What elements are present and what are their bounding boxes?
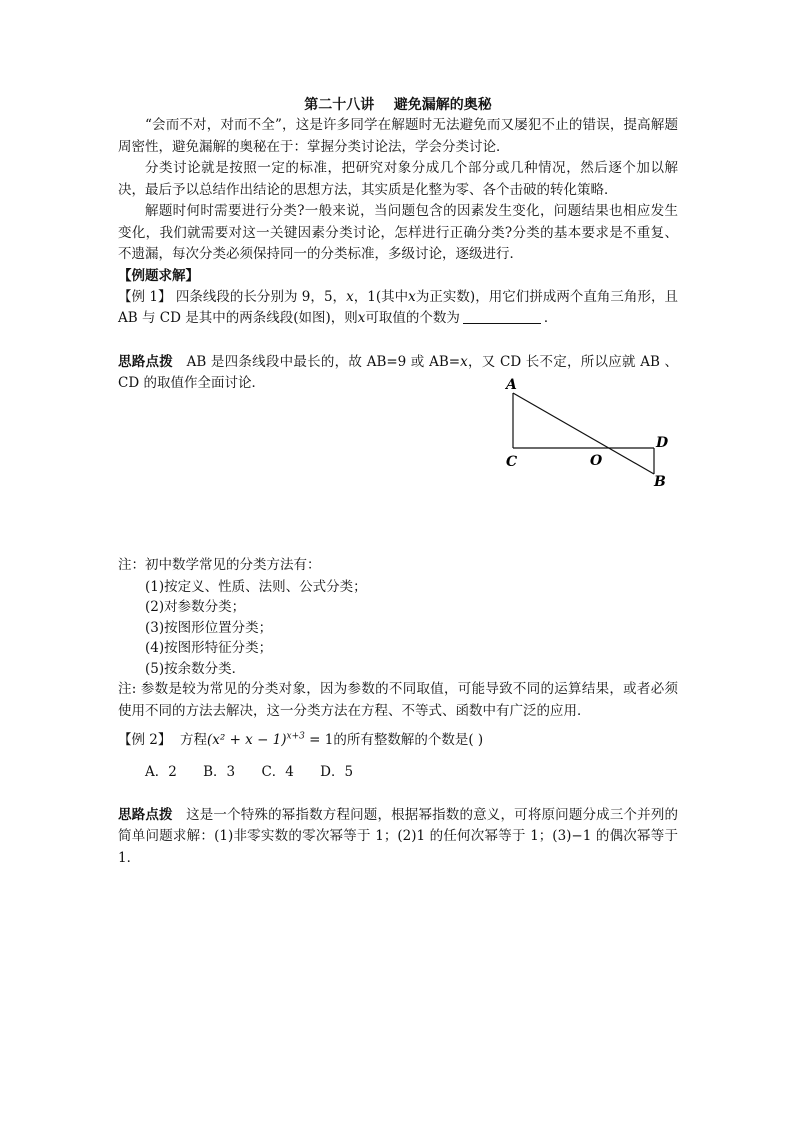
- label-b: B: [654, 474, 666, 490]
- example-2-label: 【例 2】: [118, 732, 172, 748]
- hint-2-label: 思路点拨: [118, 806, 173, 823]
- hint-1-var-x: x: [460, 353, 468, 370]
- equation-exponent: x+3: [286, 731, 305, 742]
- label-c: C: [506, 454, 518, 470]
- example-1-var-x-3: x: [357, 310, 366, 326]
- intro-paragraph-1: “会而不对，对而不全”，这是许多同学在解题时无法避免而又屡犯不止的错误，提高解题周密性，避免漏解的奥秘在于：掌握分类讨论法，学会分类讨论．: [118, 117, 678, 155]
- intro-paragraph-3: 解题时何时需要进行分类?一般来说，当问题包含的因素发生变化，问题结果也相应发生变化，我们就需要对这一关键因素分类讨论，怎样进行正确分类?分类的基本要求是不重复、不遗漏，每次分类必须保持同一的分类标准，多级讨论，逐级进行．: [118, 203, 678, 262]
- option-d[interactable]: D．5: [320, 763, 354, 780]
- note-1-item: (3)按图形位置分类；: [145, 619, 273, 636]
- note-1-item: (2)对参数分类；: [145, 599, 246, 615]
- answer-blank: [463, 309, 541, 324]
- example-1-var-x-2: x: [408, 288, 416, 305]
- page-title: 第二十八讲 避免漏解的奥秘: [304, 97, 492, 113]
- example-1-text-d: 可取值的个数为: [365, 310, 460, 326]
- example-2-text-a: 方程: [179, 732, 207, 748]
- hint-1-text-a: AB 是四条线段中最长的，故 AB=9 或 AB=: [186, 353, 461, 370]
- intro-paragraph-2: 分类讨论就是按照一定的标准，把研究对象分成几个部分或几种情况，然后逐个加以解决，最后予以总结作出结论的思想方法，其实质是化整为零、各个击破的转化策略．: [118, 160, 678, 198]
- option-a[interactable]: A．2: [145, 763, 177, 780]
- triangle-diagram: [494, 377, 684, 495]
- hint-2: [118, 805, 678, 870]
- equation-base: (x² + x − 1): [206, 732, 287, 748]
- hint-1-text-b: ，又 CD 长不定，所以应就 AB 、CD 的取值作全面讨论．: [118, 353, 678, 391]
- note-1-item: (4)按图形特征分类；: [145, 640, 273, 656]
- note-1-lead: 注：初中数学常见的分类方法有：: [118, 557, 321, 573]
- example-1-text-b: ，1(其中: [353, 288, 409, 305]
- example-1-end: ．: [543, 310, 558, 326]
- notes-section: [118, 555, 678, 869]
- example-1-text-c: 为正实数)，用它们拼成两个直角三角形，且 AB 与 CD 是其中的两条线段(如图)，则: [118, 288, 678, 326]
- hint-1-label: 思路点拨: [118, 353, 174, 370]
- label-o: O: [590, 453, 603, 469]
- option-b[interactable]: B．3: [203, 763, 236, 780]
- label-d: D: [656, 435, 669, 451]
- equation-rhs: = 1: [304, 732, 334, 748]
- label-a: A: [506, 377, 517, 393]
- option-c[interactable]: C．4: [261, 763, 294, 780]
- note-1-item: (1)按定义、性质、法则、公式分类；: [145, 578, 367, 595]
- document-page: [118, 95, 679, 866]
- answer-options: [118, 762, 678, 783]
- example-1: [118, 287, 678, 330]
- geometry-figure: [494, 377, 684, 495]
- example-1-var-x: x: [346, 288, 354, 305]
- example-1-text-a: 四条线段的长分别为 9，5，: [175, 288, 347, 305]
- example-2: [118, 730, 678, 752]
- note-1-item: (5)按余数分类．: [145, 660, 246, 677]
- section-heading: 【例题求解】: [118, 267, 199, 284]
- note-2: 注: 参数是较为常见的分类对象，因为参数的不同取值，可能导致不同的运算结果，或者必须使用不同的方法去解决，这一分类方法在方程、不等式、函数中有广泛的应用．: [118, 681, 678, 719]
- example-1-label: 【例 1】: [118, 288, 172, 305]
- hint-2-text: 这是一个特殊的幂指数方程问题，根据幂指数的意义，可将原问题分成三个并列的简单问题求解：(1)非零实数的零次幂等于 1；(2)1 的任何次幂等于 1；(3)−1 的偶次幂等于 1．: [118, 806, 679, 866]
- example-2-text-b: 的所有整数解的个数是( ): [333, 732, 484, 748]
